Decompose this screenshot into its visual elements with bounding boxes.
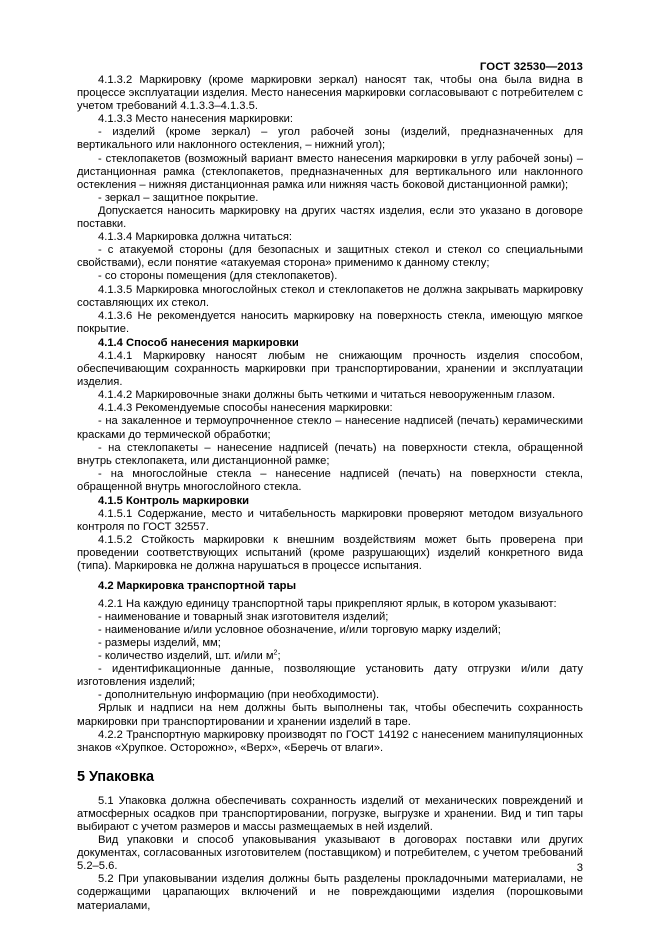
paragraph: Вид упаковки и способ упаковывания указывают в договорах поставки или других документах, согласованных изготовителем (поставщиком) и потребителем, с учетом требований 5.2–5.6. [77,834,583,873]
list-item: - со стороны помещения (для стеклопакетов). [98,270,338,283]
paragraph-4-1-3-2: 4.1.3.2 Маркировку (кроме маркировки зеркал) наносят так, чтобы она была видна в процессе эксплуатации изделия. Место нанесения маркировки согласовывают с потребителем с учетом требований 4.1.3.3–4.1.3.5. [77,74,583,113]
quantity-tail: ; [277,650,281,663]
section-heading-4-1-5: 4.1.5 Контроль маркировки [98,495,250,507]
paragraph: Ярлык и надписи на нем должны быть выполнены так, чтобы обеспечить сохранность маркировки при транспортировании и хранении изделий в таре. [77,702,583,728]
list-item: - дополнительную информацию (при необходимости). [98,689,380,702]
page-number: 3 [576,862,583,874]
list-item: - стеклопакетов (возможный вариант вместо нанесения маркировки в углу рабочей зоны) – дистанционная рамка (стеклопакетов, предназначенных для вертикального или наклонного остекления – нижняя дистанционная рамка или нижняя часть боковой дистанционной рамки); [77,152,583,191]
list-item: - наименование и товарный знак изготовителя изделий; [98,610,389,623]
paragraph-4-2-1: 4.2.1 На каждую единицу транспортной тары прикрепляют ярлык, в котором указывают: [98,597,557,610]
paragraph-5-1: 5.1 Упаковка должна обеспечивать сохранность изделий от механических повреждений и атмосферных осадков при транспортировании, погрузке, выгрузке и хранении. Вид и тип тары выбирают с учетом размеров и массы размещаемых в ней изделий. [77,794,583,833]
list-item: - с атакуемой стороны (для безопасных и защитных стекол и стекол со специальными свойствами), если понятие «атакуемая сторона» применимо к данному стеклу; [77,244,583,270]
paragraph-4-1-4-2: 4.1.4.2 Маркировочные знаки должны быть четкими и читаться невооруженным глазом. [98,389,556,402]
list-item: - наименование и/или условное обозначение, и/или торговую марку изделий; [98,623,501,636]
list-item: - идентификационные данные, позволяющие установить дату отгрузки и/или дату изготовления изделий; [77,663,583,689]
superscript-2: 2 [273,649,278,657]
paragraph-4-1-4-3: 4.1.4.3 Рекомендуемые способы нанесения маркировки: [98,402,393,415]
list-item: - изделий (кроме зеркал) – угол рабочей зоны (изделий, предназначенных для вертикального или наклонного остекления, – нижний угол); [77,126,583,152]
paragraph: Допускается наносить маркировку на других частях изделия, если это указано в договоре поставки. [77,204,583,231]
paragraph-4-2-2: 4.2.2 Транспортную маркировку производят по ГОСТ 14192 с нанесением манипуляционных знаков «Хрупкое. Осторожно», «Верх», «Беречь от влаги». [77,728,583,754]
list-item-quantity [77,650,583,663]
list-item: - размеры изделий, мм; [98,636,221,649]
page-content [77,74,583,913]
list-item: - зеркал – защитное покрытие. [98,191,259,204]
paragraph-4-1-3-5: 4.1.3.5 Маркировка многослойных стекол и стеклопакетов не должна закрывать маркировку составляющих их стекол. [77,283,583,309]
paragraph-4-1-3-6: 4.1.3.6 Не рекомендуется наносить маркировку на поверхность стекла, имеющую мягкое покрытие. [77,309,583,335]
section-heading-4-2: 4.2 Маркировка транспортной тары [98,579,297,592]
paragraph-4-1-5-1: 4.1.5.1 Содержание, место и читабельность маркировки проверяют методом визуального контроля по ГОСТ 32557. [77,508,583,534]
section-heading-4-1-4: 4.1.4 Способ нанесения маркировки [98,336,299,349]
paragraph-4-1-3-3: 4.1.3.3 Место нанесения маркировки: [98,113,294,126]
section-heading-5: 5 Упаковка [77,768,154,785]
document-code: ГОСТ 32530—2013 [479,61,583,73]
paragraph-4-1-5-2: 4.1.5.2 Стойкость маркировки к внешним воздействиям может быть проверена при проведении соответствующих испытаний (кроме разрушающих) изделий конкретного вида (типа). Маркировка не должна нарушаться в процессе испытания. [77,534,583,573]
quantity-text: - количество изделий, шт. и/или м [98,650,274,663]
list-item: - на стеклопакеты – нанесение надписей (печать) на поверхности стекла, обращенной внутрь стеклопакета, или дистанционной рамке; [77,441,583,467]
paragraph-4-1-3-4: 4.1.3.4 Маркировка должна читаться: [98,231,293,244]
list-item: - на закаленное и термоупрочненное стекло – нанесение надписей (печать) керамическими красками до термической обработки; [77,415,583,441]
list-item: - на многослойные стекла – нанесение надписей (печать) на поверхности стекла, обращенной внутрь многослойного стекла. [77,467,583,493]
paragraph-4-1-4-1: 4.1.4.1 Маркировку наносят любым не снижающим прочность изделия способом, обеспечивающим сохранность маркировки при транспортировании, хранении и эксплуатации изделия. [77,349,583,389]
paragraph-5-2: 5.2 При упаковывании изделия должны быть разделены прокладочными материалами, не содержащими царапающих включений и не повреждающими изделия (порошковыми материалами, [77,873,583,912]
